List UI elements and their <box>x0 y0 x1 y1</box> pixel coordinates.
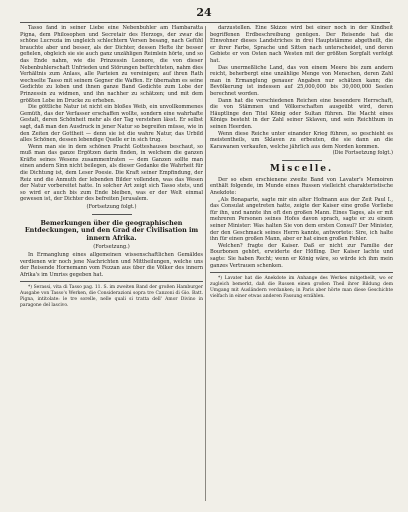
left-paragraph-1: Tasso fand in seiner Liebe eine Nebenbuhler am Hambaratta Pigna, dem Philosophen und Secretair des Herzogs, der zwar die schöne Lucrezia im ungleich schlechtern Versen besang, nach Gefühl brauchte aber und besser, als der Dichter, dessen Hefte ihr besser gefielen, obgleich sie sie auch ganz unzähligen Reimlein hörte, und so das Ende nahm, wie die Prinzessin Leonore, die von dieser Nebenbuhlerschaft Unfrieden und Störungen befürchteten, nahm dies Verhältnis zum Anlass, alle Parteien zu vereinigen; auf ihren Rath wechselte Tasso mit seinem Gegner die Waffen. Er übernahm es seine Gedichte zu loben und ihnen ganze Band Gedichte zum Lobe der Prinzessin zu widmen, und ihn nachher zu schätzen; und mit dem größten Lobe im Drucke zu erheben. <box>20 25 203 104</box>
continuation-sign: (Die Fortsetzung folgt.) <box>332 150 393 157</box>
footnote-rule-right <box>210 272 393 273</box>
right-paragraph-2: Das unermeßliche Land, das von einem Meere bis zum andern reicht, beherbergt eine unzählige Menge von Menschen, deren Zahl man in Ermanglung genauer Angaben nur schätzen kann; die Bevölkerung ist indessen auf 25,000,000 bis 30,000,000 Seelen berechnet worden. <box>210 64 393 97</box>
right-paragraph-4: Wenn diese Reiche unter einander Krieg führen, so geschieht es meistentheils, um Sklaven zu erbeuten, die sie dann an die Karawanen verkaufen, welche jährlich aus dem Norden kommen. <box>210 130 393 150</box>
left-footnote: *) Serassi, vita di Tasso pag. 11. S. im zweiten Band der großen Hamburger Ausgabe von Tasso's Werken, die Considerazioni sopra tre Canzoni di Gio. Batt. Pigna, intitolate: le tre sorelle, nelle quali si tratta dell' Amor Divino in paragone del lascivo. <box>20 285 203 309</box>
article-continuation-label: (Fortsetzung.) <box>93 244 130 251</box>
header-rule <box>20 22 390 23</box>
separator-rule <box>92 214 132 215</box>
right-paragraph-3: Dann hat die verschiedenen Reichen eine besondere Herrschaft, die von Stämmen und Völkerschaften ausgeübt wird, deren Häuptlinge den Titel König oder Sultan führen. Die Macht eines Königs besteht in der Zahl seiner Sklaven, und sein Reichthum in seinen Heerden. <box>210 97 393 130</box>
right-column <box>210 25 393 505</box>
right-paragraph-1: darzustellen. Eine Skizze wird bei einer noch in der Kindheit begriffenen Erdbeschreibung genügen. Der Reisende hat die Einwohner dieses Landstriches in drei Hauptstämme abgetheilt, die er ihrer Farbe, Sprache und Sitten nach unterscheidet, und deren Gebiete er von Osten nach Westen mit der größten Sorgfalt verfolgt hat. <box>210 25 393 64</box>
page-number: 24 <box>196 6 212 19</box>
continuation-note: (Fortsetzung folgt.) <box>86 204 137 211</box>
left-paragraph-2: Die göttliche Natur ist nicht ein bloßes Weib, ein unvollkommenes Gemüth, das der Verfasser erschaffen wollte, sondern eine wahrhafte Gestalt, deren Schönheit mehr als der Tag verstehen lässt. Er selbst sagt, daß man den Ausdruck in jener Natur so begreifen müsse, wie in den Zeiten der Gottheit — denn sie ist die wahre Natur, das Urbild alles Schönen, dessen lebendige Quelle er in sich trug. <box>20 104 203 144</box>
left-paragraph-4: In Ermanglung eines allgemeinen wissenschaftlichen Gemäldes verdienen wir noch jene Nachrichten und Mittheilungen, welche uns der Reisende Hornemann vom Fezzan aus über die Völker des innern Afrika's im Umriss gegeben hat. <box>20 252 203 278</box>
section-rule <box>282 160 322 161</box>
misc-paragraph-1: „Als Bonaparte, sagte mir ein alter Hofmann aus der Zeit Paul I., das Consulat angetreten hatte, zeigte der Kaiser eine große Vorliebe für ihn, und nannte ihn oft den großen Mann. Eines Tages, als er mit mehreren Personen seines Hofes davon sprach, sagte er zu einem seiner Minister: Was halten Sie von dem ersten Consul? Der Minister, der den Geschmack seines Herrn kannte, antwortete: Sire, ich halte ihn für einen großen Mann, aber er hat einen großen Fehler. <box>210 196 393 243</box>
footnote-rule <box>20 281 203 282</box>
misc-paragraph-2: Welchen? fragte der Kaiser. Daß er nicht zur Familie der Bourbonen gehört, erwiderte der Höfling. Der Kaiser lachte und sagte: Sie haben Recht; wenn er König wäre, so würde ich ihm mein ganzes Vertrauen schenken. <box>210 242 393 269</box>
section-title: Miscelle. <box>269 163 334 174</box>
left-paragraph-3: Wenn man sie in dem schönen Pracht Gotteshauses beschaut, so muß man das ganze Ergötzen darin finden, in welchem die ganzen Kräfte seines Wesens zusammentraten — dem Ganzen sollte man einen andern Sinn nicht beilegen, als dieser Gedanke die Wahrheit für die Dichtung ist, dem Leser Poesie. Die Kraft seiner Empfindung, der Reiz und die Anmuth der lebenden Bilder vollenden, was das Wesen der Natur vorbereitet hatte. In solcher Art zeigt sich Tasso stets, und so wird er auch bis zum Ende bleiben, was er der Welt einmal gewesen ist, der Dichter des befreiten Jerusalem. <box>20 143 203 203</box>
article-headline: Bemerkungen über die geographischen Entdeckungen, und den Grad der Civilisation im innern Afrika. <box>24 218 199 242</box>
right-footnote: *) Lavater hat die Anekdote im Anhange des Werkes mitgetheilt, wo er zugleich bemerkt, daß die Russen einen großen Theil ihrer Bildung dem Umgang mit Ausländern verdanken; in Paris aber hörte man diese Geschichte vielfach in einer etwas anderen Fassung erzählen. <box>210 276 393 299</box>
column-divider <box>205 26 206 501</box>
misc-intro: Der so eben erschienene zweite Band von Lavater's Memoiren enthält folgende, im Munde eines Russen vielleicht charakteristische Anekdote: <box>210 176 393 197</box>
left-column <box>20 25 203 505</box>
